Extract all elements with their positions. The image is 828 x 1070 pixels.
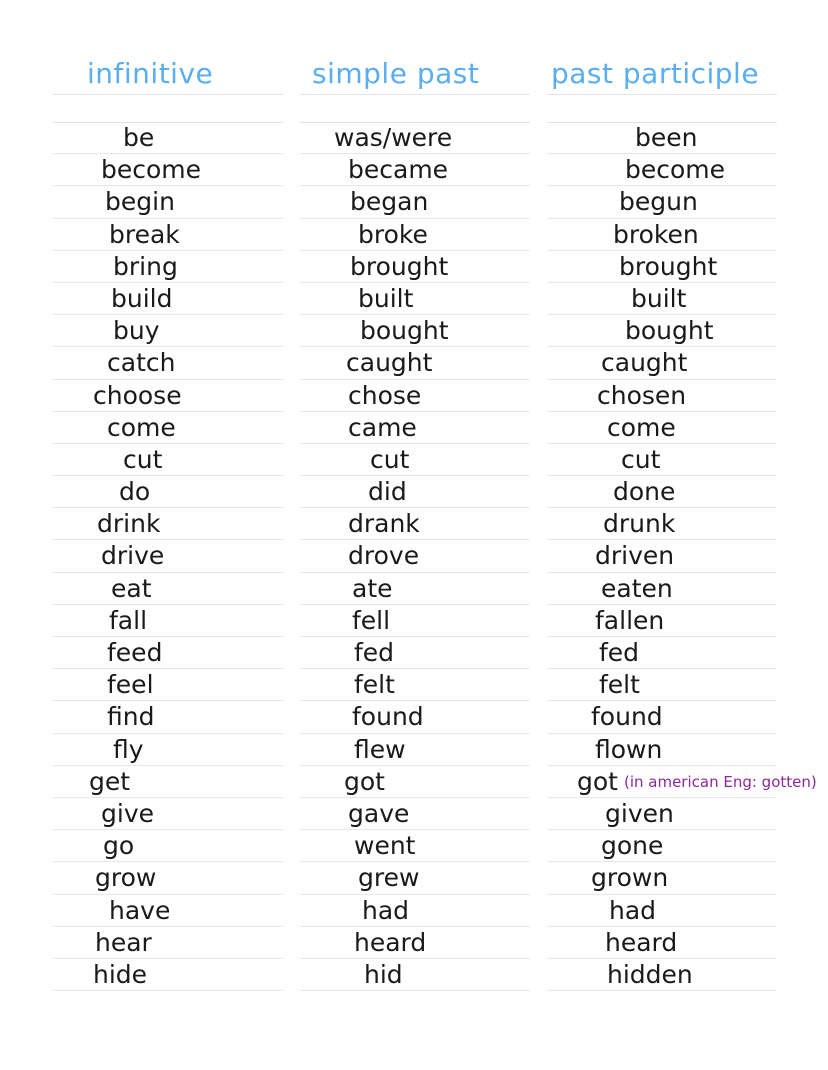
- verb-form: had: [362, 895, 410, 925]
- verb-form: eaten: [601, 573, 673, 603]
- infinitive-row: [53, 895, 283, 927]
- verb-form: drank: [348, 509, 420, 539]
- verb-form: did: [368, 477, 407, 507]
- simple-past-row: [300, 347, 530, 379]
- verb-form: flew: [354, 734, 406, 764]
- infinitive-row: [53, 186, 283, 218]
- infinitive-row: [53, 315, 283, 347]
- past-participle-row: [547, 476, 777, 508]
- verb-form: became: [348, 155, 449, 185]
- simple-past-row: [300, 283, 530, 315]
- verb-form: become: [101, 155, 202, 185]
- verb-form: came: [348, 412, 417, 442]
- past-participle-row: [547, 347, 777, 379]
- verb-form: build: [111, 283, 173, 313]
- verb-form: built: [358, 283, 414, 313]
- verb-form: grown: [591, 863, 669, 893]
- infinitive-row: [53, 766, 283, 798]
- simple-past-row: [300, 927, 530, 959]
- simple-past-row: [300, 219, 530, 251]
- past-participle-row: [547, 540, 777, 572]
- past-participle-row: [547, 701, 777, 733]
- verb-form: do: [119, 477, 151, 507]
- verb-form: cut: [123, 444, 163, 474]
- simple-past-row: [300, 862, 530, 894]
- verb-form: drink: [97, 509, 161, 539]
- verb-form: had: [609, 895, 657, 925]
- past-participle-row: [547, 315, 777, 347]
- infinitive-list: [53, 122, 283, 991]
- verb-form: felt: [354, 670, 395, 700]
- simple-past-row: [300, 122, 530, 154]
- simple-past-row: [300, 573, 530, 605]
- past-participle-row: [547, 412, 777, 444]
- verb-form: grew: [358, 863, 420, 893]
- infinitive-row: [53, 122, 283, 154]
- verb-form: give: [101, 798, 154, 828]
- verb-form: given: [605, 798, 674, 828]
- verb-form: come: [607, 412, 676, 442]
- verb-form: ate: [352, 573, 393, 603]
- infinitive-row: [53, 380, 283, 412]
- verb-form: was/were: [334, 123, 453, 152]
- past-participle-row: [547, 219, 777, 251]
- verb-form: bought: [625, 316, 714, 346]
- simple-past-row: [300, 959, 530, 991]
- infinitive-row: [53, 798, 283, 830]
- simple-past-row: [300, 605, 530, 637]
- infinitive-row: [53, 251, 283, 283]
- infinitive-row: [53, 347, 283, 379]
- verb-form: become: [625, 155, 726, 185]
- verb-form: brought: [350, 251, 449, 281]
- past-participle-row: [547, 573, 777, 605]
- infinitive-row: [53, 734, 283, 766]
- infinitive-row: [53, 959, 283, 991]
- past-participle-row: [547, 669, 777, 701]
- verb-form: hid: [364, 959, 403, 989]
- infinitive-header: [53, 58, 283, 95]
- verb-form: drunk: [603, 509, 676, 539]
- verb-form: begin: [105, 187, 175, 217]
- simple-past-row: [300, 830, 530, 862]
- verb-form: driven: [595, 541, 675, 571]
- verb-form: done: [613, 477, 676, 507]
- simple-past-row: [300, 315, 530, 347]
- verb-form: hidden: [607, 959, 693, 989]
- verb-form: brought: [619, 251, 718, 281]
- past-participle-row: [547, 508, 777, 540]
- verb-form: found: [352, 702, 424, 732]
- simple-past-row: [300, 476, 530, 508]
- simple-past-list: [300, 122, 530, 991]
- infinitive-row: [53, 927, 283, 959]
- verb-form: fly: [113, 734, 144, 764]
- past-participle-row: [547, 283, 777, 315]
- verb-form: drove: [348, 541, 420, 571]
- verb-form: buy: [113, 316, 160, 346]
- verb-form: caught: [601, 348, 688, 378]
- verb-form: been: [635, 123, 698, 152]
- verb-form: went: [354, 831, 416, 861]
- verb-form: felt: [599, 670, 640, 700]
- verb-form: cut: [370, 444, 410, 474]
- verb-form: bought: [360, 316, 449, 346]
- verb-form: eat: [111, 573, 152, 603]
- simple-past-row: [300, 895, 530, 927]
- past-participle-row: [547, 798, 777, 830]
- past-participle-list: [547, 122, 817, 991]
- verb-form: go: [103, 831, 135, 861]
- past-participle-header-text: past participle: [551, 57, 760, 90]
- verb-form: begun: [619, 187, 698, 217]
- past-participle-row: [547, 959, 777, 991]
- simple-past-row: [300, 412, 530, 444]
- past-participle-row: [547, 122, 777, 154]
- infinitive-row: [53, 154, 283, 186]
- past-participle-row: [547, 830, 777, 862]
- verb-form: chosen: [597, 380, 687, 410]
- verb-form: find: [107, 702, 155, 732]
- simple-past-row: [300, 154, 530, 186]
- verb-form: began: [350, 187, 429, 217]
- verb-form: fallen: [595, 605, 665, 635]
- simple-past-row: [300, 669, 530, 701]
- usage-note: (in american Eng: gotten): [623, 772, 817, 791]
- past-participle-row: [547, 895, 777, 927]
- verb-form: feel: [107, 670, 154, 700]
- infinitive-row: [53, 605, 283, 637]
- verb-form: built: [631, 283, 687, 313]
- simple-past-row: [300, 798, 530, 830]
- past-participle-row: [547, 637, 777, 669]
- simple-past-row: [300, 701, 530, 733]
- verb-form: fed: [354, 638, 395, 667]
- verb-form: got: [577, 766, 618, 796]
- past-participle-row: [547, 766, 817, 798]
- infinitive-row: [53, 476, 283, 508]
- verb-form: fell: [352, 605, 391, 635]
- simple-past-row: [300, 186, 530, 218]
- verb-form: come: [107, 412, 176, 442]
- verb-form: fall: [109, 605, 148, 635]
- verb-form: drive: [101, 541, 165, 571]
- verb-form: bring: [113, 251, 178, 281]
- infinitive-row: [53, 508, 283, 540]
- infinitive-row: [53, 540, 283, 572]
- simple-past-header: [300, 58, 530, 95]
- verb-form: catch: [107, 348, 176, 378]
- verb-form: break: [109, 219, 180, 249]
- infinitive-row: [53, 669, 283, 701]
- simple-past-row: [300, 734, 530, 766]
- verb-form: choose: [93, 380, 182, 410]
- verb-form: get: [89, 766, 131, 796]
- simple-past-row: [300, 251, 530, 283]
- verb-form: caught: [346, 348, 433, 378]
- simple-past-row: [300, 766, 530, 798]
- past-participle-row: [547, 444, 777, 476]
- verb-form: grow: [95, 863, 157, 893]
- infinitive-row: [53, 412, 283, 444]
- verb-form: heard: [354, 927, 427, 957]
- past-participle-row: [547, 380, 777, 412]
- simple-past-row: [300, 637, 530, 669]
- verb-form: fed: [599, 638, 640, 667]
- infinitive-row: [53, 444, 283, 476]
- simple-past-row: [300, 540, 530, 572]
- verb-form: have: [109, 895, 171, 925]
- past-participle-row: [547, 862, 777, 894]
- infinitive-row: [53, 637, 283, 669]
- verb-form: be: [123, 123, 155, 152]
- verb-form: heard: [605, 927, 678, 957]
- infinitive-header-text: infinitive: [87, 57, 214, 90]
- infinitive-row: [53, 283, 283, 315]
- simple-past-header-text: simple past: [312, 57, 480, 90]
- infinitive-row: [53, 219, 283, 251]
- infinitive-row: [53, 862, 283, 894]
- past-participle-row: [547, 927, 777, 959]
- verb-form: hide: [93, 959, 148, 989]
- past-participle-row: [547, 251, 777, 283]
- verb-form: hear: [95, 927, 152, 957]
- past-participle-row: [547, 186, 777, 218]
- infinitive-row: [53, 830, 283, 862]
- verb-form: feed: [107, 638, 163, 667]
- past-participle-row: [547, 154, 777, 186]
- verb-form: cut: [621, 444, 661, 474]
- past-participle-row: [547, 605, 777, 637]
- simple-past-row: [300, 444, 530, 476]
- verb-form: got: [344, 766, 385, 796]
- verb-form: gone: [601, 831, 664, 861]
- infinitive-row: [53, 701, 283, 733]
- past-participle-row: [547, 734, 777, 766]
- verb-form: gave: [348, 798, 410, 828]
- simple-past-row: [300, 380, 530, 412]
- verb-form: found: [591, 702, 663, 732]
- infinitive-row: [53, 573, 283, 605]
- verb-form: flown: [595, 734, 663, 764]
- verb-form: chose: [348, 380, 422, 410]
- simple-past-row: [300, 508, 530, 540]
- verb-form: broke: [358, 219, 428, 249]
- past-participle-header: [547, 58, 777, 95]
- verb-form: broken: [613, 219, 699, 249]
